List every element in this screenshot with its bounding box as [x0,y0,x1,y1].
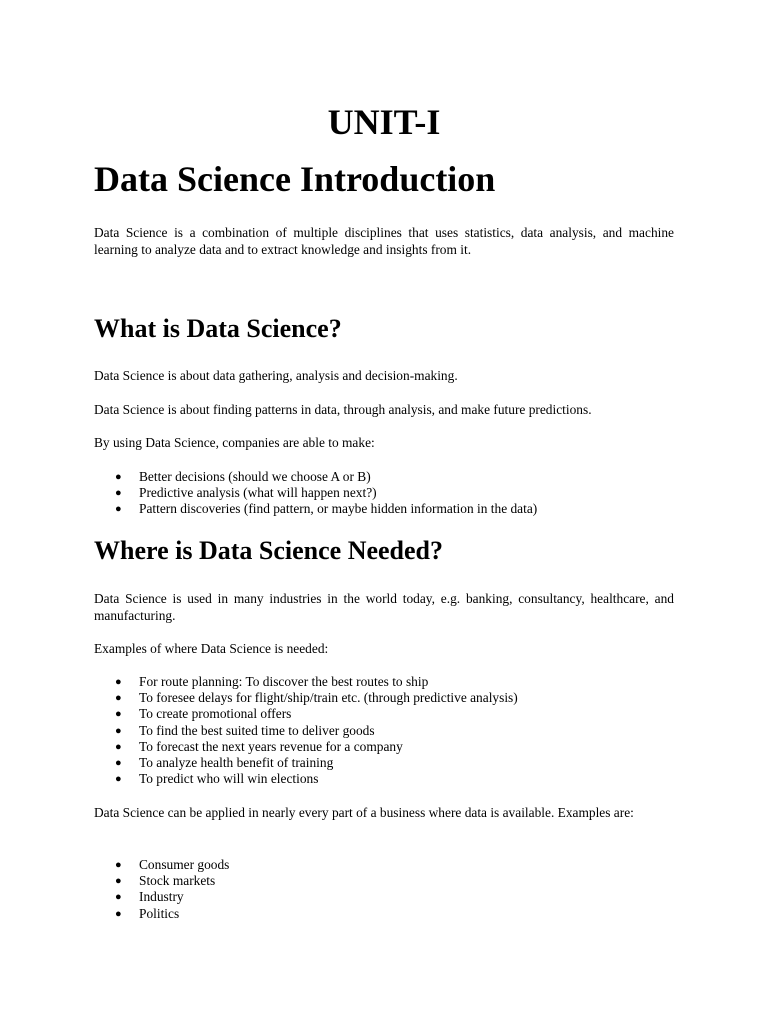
list-item: ● Stock markets [115,873,216,889]
list-item: ● Politics [115,905,180,921]
bullet-icon: ● [115,875,122,888]
intro-paragraph: Data Science is a combination of multiple disciplines that uses statistics, data analysis, and machine learning to analyze data and to extract knowledge and insights from it. [94,225,674,257]
list-item: ● For route planning: To discover the best routes to ship [115,674,429,689]
list-item: ● To find the best suited time to deliver goods [115,722,375,738]
bullet-icon: ● [115,708,122,721]
bullet-icon: ● [115,773,122,786]
what-is-paragraph-2: Data Science is about finding patterns in data, through analysis, and make future predictions. [94,402,592,417]
list-item: ● To predict who will win elections [115,771,319,787]
unit-title: UNIT-I [327,102,441,142]
list-item: ● Predictive analysis (what will happen next?) [115,485,377,501]
list-item: ● To forecast the next years revenue for a company [115,738,403,754]
list-item: ● Better decisions (should we choose A or B) [115,469,371,484]
examples-list [94,674,518,787]
bullet-icon: ● [115,907,122,920]
where-needed-paragraph-3: Data Science can be applied in nearly every part of a business where data is available. Examples are: [94,805,634,820]
bullet-icon: ● [115,740,122,753]
bullet-icon: ● [115,859,122,871]
bullet-icon: ● [115,891,122,904]
list-item: ● Industry [115,889,184,905]
section-heading-where-needed: Where is Data Science Needed? [94,536,444,565]
list-item: ● To create promotional offers [115,706,292,722]
list-item: ● To analyze health benefit of training [115,755,334,771]
what-is-paragraph-3: By using Data Science, companies are able to make: [94,435,375,450]
where-needed-paragraph-2: Examples of where Data Science is needed: [94,641,329,656]
list-item: ● Pattern discoveries (find pattern, or maybe hidden information in the data) [115,501,538,517]
benefits-list [94,469,537,518]
list-item: ● To foresee delays for flight/ship/train etc. (through predictive analysis) [115,690,518,706]
bullet-icon: ● [115,487,122,500]
page-title: Data Science Introduction [94,159,496,199]
bullet-icon: ● [115,724,122,737]
industries-list [94,857,229,922]
list-item: ● Consumer goods [115,857,230,872]
bullet-icon: ● [115,692,122,705]
where-needed-paragraph-1: Data Science is used in many industries in the world today, e.g. banking, consultancy, healthcare, and manufacturing. [94,591,674,623]
bullet-icon: ● [115,676,122,688]
bullet-icon: ● [115,757,122,770]
bullet-icon: ● [115,503,122,516]
what-is-paragraph-1: Data Science is about data gathering, analysis and decision-making. [94,368,458,383]
bullet-icon: ● [115,471,122,483]
section-heading-what-is: What is Data Science? [94,314,342,343]
